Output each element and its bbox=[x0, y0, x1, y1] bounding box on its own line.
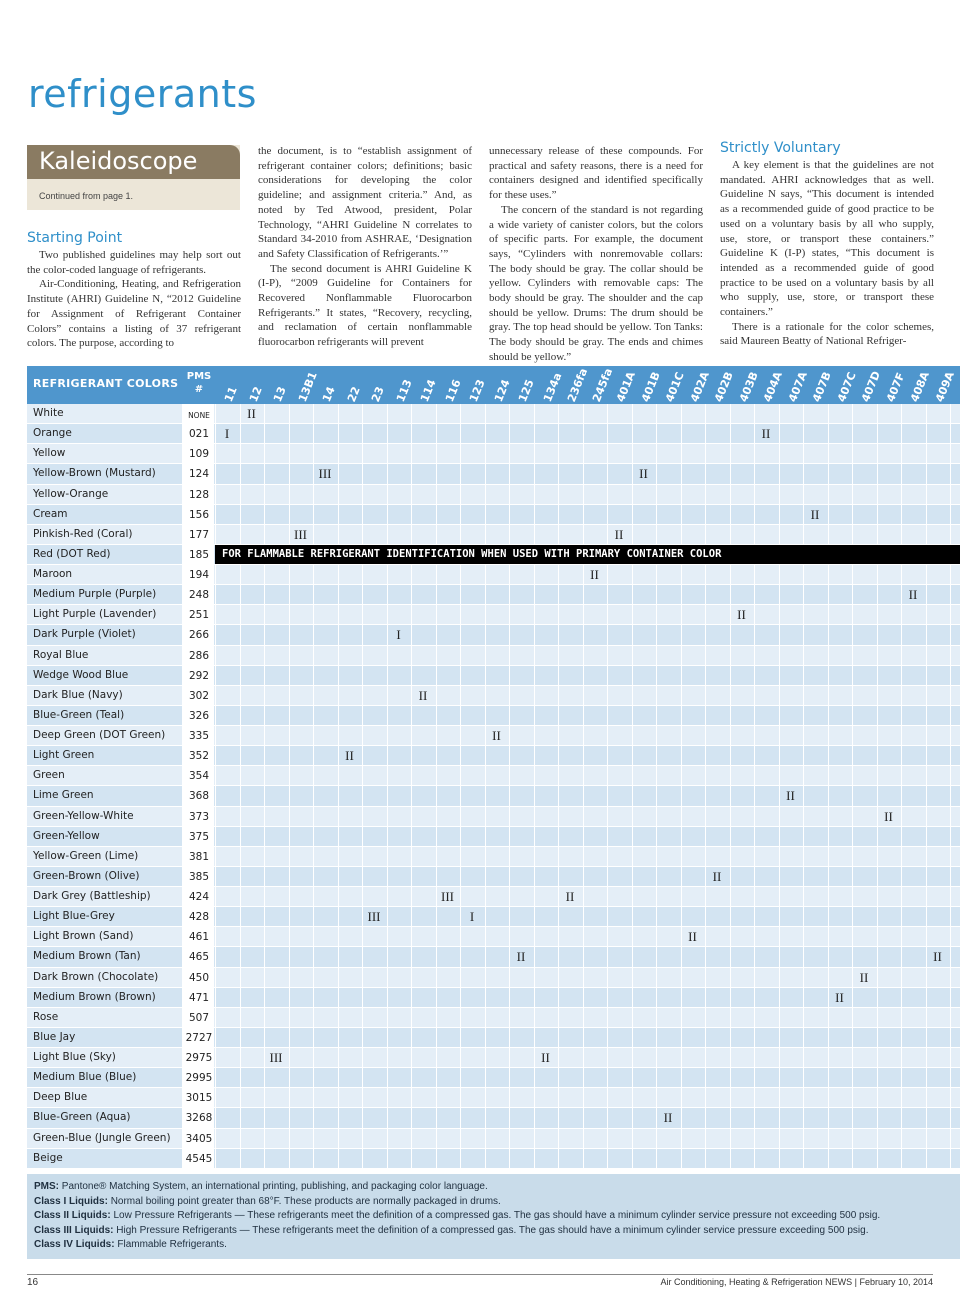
table-row bbox=[27, 807, 960, 827]
class-mark: II bbox=[688, 929, 697, 945]
refrigerant-column-header: 114 bbox=[418, 377, 439, 404]
class-mark: III bbox=[294, 526, 307, 542]
refrigerant-column-header: 11 bbox=[222, 384, 240, 404]
article-column-2 bbox=[258, 144, 472, 350]
class-mark: I bbox=[224, 426, 230, 442]
color-name: Pinkish-Red (Coral) bbox=[33, 527, 133, 540]
flammable-banner: FOR FLAMMABLE REFRIGERANT IDENTIFICATION WHEN USED WITH PRIMARY CONTAINER COLOR bbox=[215, 545, 960, 564]
pms-value: 177 bbox=[188, 528, 210, 541]
table-legend bbox=[27, 1174, 960, 1259]
color-name: Medium Blue (Blue) bbox=[33, 1071, 137, 1084]
class-mark: II bbox=[933, 949, 942, 965]
pms-value: 021 bbox=[188, 428, 210, 441]
pms-value: 335 bbox=[188, 730, 210, 742]
class-mark: II bbox=[639, 466, 648, 482]
table-row bbox=[27, 1088, 960, 1108]
pms-value: 286 bbox=[188, 649, 210, 662]
legend-line-class-2: Class II Liquids: Low Pressure Refrigerants — These refrigerants meet the definition of a compressed gas. The gas should have a minimum cylinder service pressure not exceeding 500 psig. bbox=[34, 1210, 881, 1222]
table-row bbox=[27, 1008, 960, 1028]
pms-value: 3268 bbox=[185, 1112, 213, 1125]
table-row bbox=[27, 404, 960, 424]
pms-value: 354 bbox=[188, 770, 210, 783]
article-column-4 bbox=[720, 140, 934, 349]
pms-value: NONE bbox=[188, 411, 210, 420]
article-column-3 bbox=[489, 144, 703, 365]
refrigerant-column-header: 407D bbox=[859, 369, 884, 404]
table-header bbox=[27, 366, 960, 404]
refrigerant-column-header: 124 bbox=[491, 377, 513, 404]
refrigerant-column-header: 236fa bbox=[565, 366, 591, 404]
refrigerant-column-header: 402B bbox=[712, 369, 736, 404]
refrigerant-column-header: 402A bbox=[687, 369, 712, 404]
color-name: Light Brown (Sand) bbox=[33, 930, 134, 943]
color-name: Blue-Green (Teal) bbox=[33, 708, 125, 721]
pms-value: 428 bbox=[188, 911, 210, 924]
pms-value: 368 bbox=[188, 790, 210, 803]
pms-value: 194 bbox=[188, 569, 210, 581]
refrigerant-column-header: 407F bbox=[883, 370, 907, 404]
table-row bbox=[27, 605, 960, 625]
table-row bbox=[27, 1108, 960, 1128]
pms-value: 385 bbox=[188, 870, 210, 883]
table-row bbox=[27, 464, 960, 484]
table-title: REFRIGERANT COLORS bbox=[33, 377, 179, 390]
pms-value: 292 bbox=[188, 669, 210, 682]
color-name: Green-Yellow-White bbox=[33, 809, 134, 822]
legend-line-class-1: Class I Liquids: Normal boiling point greater than 68°F. These products are normally packaged in drums. bbox=[34, 1195, 501, 1207]
class-mark: II bbox=[565, 889, 575, 904]
table-row bbox=[27, 625, 960, 645]
publication-line: Air Conditioning, Heating & Refrigeration NEWS | February 10, 2014 bbox=[660, 1277, 933, 1287]
table-row bbox=[27, 1028, 960, 1048]
pms-value: 4545 bbox=[185, 1152, 213, 1165]
refrigerant-column-header: 13B1 bbox=[295, 369, 320, 404]
table-row bbox=[27, 525, 960, 545]
class-mark: II bbox=[345, 748, 354, 764]
paragraph: Air-Conditioning, Heating, and Refrigeration Institute (AHRI) Guideline N, “2012 Guideline for Assignment of Refrigerant Container Colors” contains a listing of 37 refrigerant colors. The purpose, according to bbox=[27, 278, 241, 350]
pms-value: 156 bbox=[188, 508, 210, 521]
legend-line-class-4: Class IV Liquids: Flammable Refrigerants. bbox=[34, 1239, 227, 1251]
table-row bbox=[27, 927, 960, 947]
class-mark: II bbox=[663, 1110, 673, 1126]
table-row bbox=[27, 847, 960, 867]
color-name: Medium Brown (Tan) bbox=[33, 950, 141, 963]
pms-value: 302 bbox=[188, 689, 210, 702]
pms-value: 461 bbox=[188, 931, 210, 944]
color-name: Blue Jay bbox=[33, 1030, 76, 1043]
page-number: 16 bbox=[27, 1277, 39, 1288]
pms-value: 2975 bbox=[185, 1052, 213, 1064]
class-mark: II bbox=[418, 687, 428, 703]
table-row bbox=[27, 1149, 960, 1169]
refrigerant-column-header: 123 bbox=[467, 377, 488, 404]
table-row bbox=[27, 746, 960, 766]
refrigerant-column-header: 408A bbox=[908, 369, 932, 404]
refrigerant-column-header: 401A bbox=[614, 369, 638, 404]
color-name: Light Green bbox=[33, 749, 95, 762]
table-row bbox=[27, 887, 960, 907]
table-row bbox=[27, 947, 960, 967]
pms-value: 450 bbox=[188, 971, 210, 984]
class-mark: II bbox=[614, 526, 624, 542]
pms-value: 266 bbox=[188, 629, 210, 642]
table-row bbox=[27, 867, 960, 887]
refrigerant-column-header: 401B bbox=[638, 369, 663, 404]
class-mark: II bbox=[516, 949, 526, 965]
table-row bbox=[27, 706, 960, 726]
class-mark: II bbox=[590, 567, 599, 582]
pms-value: 2995 bbox=[185, 1072, 213, 1085]
class-mark: II bbox=[884, 808, 893, 824]
class-mark: III bbox=[367, 909, 381, 925]
refrigerant-column-header: 404A bbox=[761, 369, 785, 404]
heading-strictly-voluntary: Strictly Voluntary bbox=[720, 140, 841, 156]
table-row bbox=[27, 786, 960, 806]
color-name: Yellow-Green (Lime) bbox=[33, 849, 139, 862]
class-mark: III bbox=[441, 889, 454, 904]
table-row bbox=[27, 827, 960, 847]
refrigerant-column-header: 409A bbox=[932, 369, 957, 404]
table-row bbox=[27, 424, 960, 444]
refrigerant-column-header: 134a bbox=[540, 370, 564, 404]
color-name: Deep Blue bbox=[33, 1091, 88, 1104]
color-name: Orange bbox=[33, 427, 72, 440]
color-name: Maroon bbox=[33, 568, 73, 580]
color-name: Royal Blue bbox=[33, 648, 89, 661]
table-row bbox=[27, 1129, 960, 1149]
table-row bbox=[27, 666, 960, 686]
class-mark: I bbox=[396, 627, 401, 643]
paragraph: The concern of the standard is not regarding a wide variety of canister colors, but the colors of specific parts. For example, the document says, “Cylinders with nonremovable collars: The body should be gray. The collar should be yellow. Cylinders with removable caps: The body should be gray. The shoulder and the cap should be yellow. Drums: The drum should be gray. The top head should be yellow. Ton Tanks: The body should be gray. The ends and chimes should be yellow.” bbox=[489, 203, 703, 363]
table-row bbox=[27, 766, 960, 786]
table-row bbox=[27, 545, 960, 565]
table-row bbox=[27, 646, 960, 666]
refrigerant-column-header: 22 bbox=[344, 384, 363, 404]
color-name: Wedge Wood Blue bbox=[33, 668, 129, 681]
color-name: Dark Blue (Navy) bbox=[33, 688, 123, 701]
pms-header: PMS # bbox=[186, 371, 212, 395]
refrigerant-column-header: 125 bbox=[516, 377, 537, 404]
table-row bbox=[27, 686, 960, 706]
pms-value: 2727 bbox=[185, 1031, 213, 1044]
color-name: Cream bbox=[33, 507, 68, 520]
table-row bbox=[27, 585, 960, 605]
section-title: refrigerants bbox=[28, 72, 257, 116]
color-name: Beige bbox=[33, 1151, 63, 1164]
class-mark: II bbox=[712, 868, 722, 884]
legend-line-class-3: Class III Liquids: High Pressure Refrigerants — These refrigerants meet the definition of a compressed gas. The gas should have a minimum cylinder service pressure exceeding 500 psig. bbox=[34, 1224, 869, 1236]
pms-value: 109 bbox=[188, 448, 210, 461]
table-row bbox=[27, 505, 960, 525]
pms-value: 128 bbox=[188, 488, 210, 501]
refrigerant-colors-table bbox=[27, 366, 960, 1169]
color-name: Green-Blue (Jungle Green) bbox=[33, 1131, 171, 1144]
refrigerant-column-header: 245fa bbox=[589, 366, 615, 404]
color-name: Dark Brown (Chocolate) bbox=[33, 970, 159, 983]
table-row bbox=[27, 1048, 960, 1068]
refrigerant-column-header: 113 bbox=[393, 377, 415, 404]
continued-note: Continued from page 1. bbox=[39, 191, 134, 201]
refrigerant-column-header: 116 bbox=[442, 377, 464, 404]
table-row bbox=[27, 565, 960, 585]
pms-value: 3015 bbox=[185, 1092, 213, 1105]
class-mark: III bbox=[318, 466, 332, 482]
class-mark: II bbox=[737, 607, 746, 623]
color-name: Green bbox=[33, 769, 65, 782]
pms-value: 424 bbox=[188, 891, 210, 903]
table-row bbox=[27, 1068, 960, 1088]
refrigerant-column-header: 401C bbox=[663, 370, 687, 404]
pms-value: 471 bbox=[188, 991, 210, 1004]
color-name: Yellow-Orange bbox=[33, 487, 109, 500]
color-name: Medium Purple (Purple) bbox=[33, 588, 157, 601]
refrigerant-column-header: 23 bbox=[369, 384, 387, 404]
paragraph: The second document is AHRI Guideline K (I-P), “2009 Guideline for Containers for Recovered Nonflammable Fluorocarbon Refrigerants.” It states, “Recovery, recycling, and reclamation of certain nonflammable fluorocarbon refrigerants will prevent bbox=[258, 262, 472, 349]
class-mark: II bbox=[835, 989, 844, 1005]
color-name: Green-Yellow bbox=[33, 829, 100, 842]
refrigerant-column-header: 407C bbox=[834, 370, 859, 404]
table-row bbox=[27, 988, 960, 1008]
table-row bbox=[27, 907, 960, 927]
pms-value: 248 bbox=[188, 589, 210, 602]
article-column-1 bbox=[27, 230, 241, 351]
kaleidoscope-title: Kaleidoscope bbox=[27, 145, 240, 179]
refrigerant-column-header: 14 bbox=[320, 384, 338, 404]
table-row bbox=[27, 726, 960, 746]
pms-value: 185 bbox=[188, 548, 210, 561]
footer-rule bbox=[27, 1274, 933, 1275]
color-name: Yellow-Brown (Mustard) bbox=[33, 467, 156, 480]
color-name: Blue-Green (Aqua) bbox=[33, 1111, 131, 1124]
class-mark: II bbox=[247, 406, 256, 421]
class-mark: II bbox=[859, 969, 869, 985]
pms-value: 381 bbox=[188, 850, 210, 863]
heading-starting-point: Starting Point bbox=[27, 230, 123, 246]
color-name: Yellow bbox=[33, 447, 66, 460]
refrigerant-column-header: 407B bbox=[810, 369, 834, 404]
color-name: Light Blue (Sky) bbox=[33, 1051, 116, 1063]
legend-line-pms: PMS: Pantone® Matching System, an international printing, publishing, and packaging color language. bbox=[34, 1181, 488, 1192]
color-name: Dark Grey (Battleship) bbox=[33, 890, 151, 902]
pms-value: 251 bbox=[188, 609, 210, 622]
class-mark: II bbox=[492, 728, 501, 743]
pms-value: 507 bbox=[188, 1011, 210, 1024]
color-name: Deep Green (DOT Green) bbox=[33, 729, 166, 741]
paragraph: the document, is to “establish assignment of refrigerant container colors; definitions; basic considerations for developing the color guideline; and assignment criteria.” And, as noted by Ted Atwood, president, Polar Technology, “AHRI Guideline N correlates to Standard 34-2010 from ASHRAE, ‘Designation and Safety Classification of Refrigerants.’” bbox=[258, 145, 472, 260]
class-mark: I bbox=[469, 909, 475, 925]
color-name: Lime Green bbox=[33, 789, 94, 802]
table-row bbox=[27, 968, 960, 988]
pms-value: 465 bbox=[188, 951, 210, 964]
pms-value: 124 bbox=[188, 468, 210, 481]
paragraph: unnecessary release of these compounds. For practical and safety reasons, there is a need for containers designed and identified specifically for these uses.” bbox=[489, 145, 703, 202]
table-row bbox=[27, 444, 960, 464]
pms-value: 373 bbox=[188, 810, 210, 823]
pms-value: 375 bbox=[188, 830, 210, 843]
pms-value: 352 bbox=[188, 750, 210, 763]
kaleidoscope-box bbox=[27, 145, 240, 210]
refrigerant-column-header: 12 bbox=[246, 384, 265, 404]
class-mark: II bbox=[761, 426, 771, 442]
pms-value: 3405 bbox=[185, 1132, 213, 1145]
color-name: Red (DOT Red) bbox=[33, 547, 111, 560]
paragraph: A key element is that the guidelines are not mandated. AHRI acknowledges that as well. Guideline N says, “This document is intended as a recommended guide of good practice to be used on a voluntary basis by all who supply, use, store, or transport these containers.” Guideline K (I-P) states, “This document is intended as a recommended guide of good practice to be used on a voluntary basis by all who supply, use, store, or transport these containers.” bbox=[720, 159, 934, 319]
table-row bbox=[27, 485, 960, 505]
table-body bbox=[27, 404, 960, 1169]
color-name: Green-Brown (Olive) bbox=[33, 869, 140, 882]
class-mark: II bbox=[541, 1050, 550, 1065]
paragraph: There is a rationale for the color schemes, said Maureen Beatty of National Refriger- bbox=[720, 320, 934, 348]
class-mark: II bbox=[786, 788, 795, 804]
color-name: Dark Purple (Violet) bbox=[33, 628, 136, 641]
class-mark: II bbox=[810, 506, 820, 522]
color-name: Rose bbox=[33, 1010, 59, 1023]
refrigerant-column-header: 407A bbox=[785, 369, 810, 404]
color-name: White bbox=[33, 407, 64, 419]
color-name: Light Blue-Grey bbox=[33, 910, 115, 923]
color-name: Light Purple (Lavender) bbox=[33, 608, 157, 621]
refrigerant-column-header: 13 bbox=[271, 384, 289, 404]
class-mark: III bbox=[269, 1050, 283, 1065]
class-mark: II bbox=[908, 587, 918, 603]
color-name: Medium Brown (Brown) bbox=[33, 990, 156, 1003]
pms-value: 326 bbox=[188, 709, 210, 722]
refrigerant-column-header: 403B bbox=[736, 369, 761, 404]
paragraph: Two published guidelines may help sort out the color-coded language of refrigerants. bbox=[27, 249, 241, 276]
